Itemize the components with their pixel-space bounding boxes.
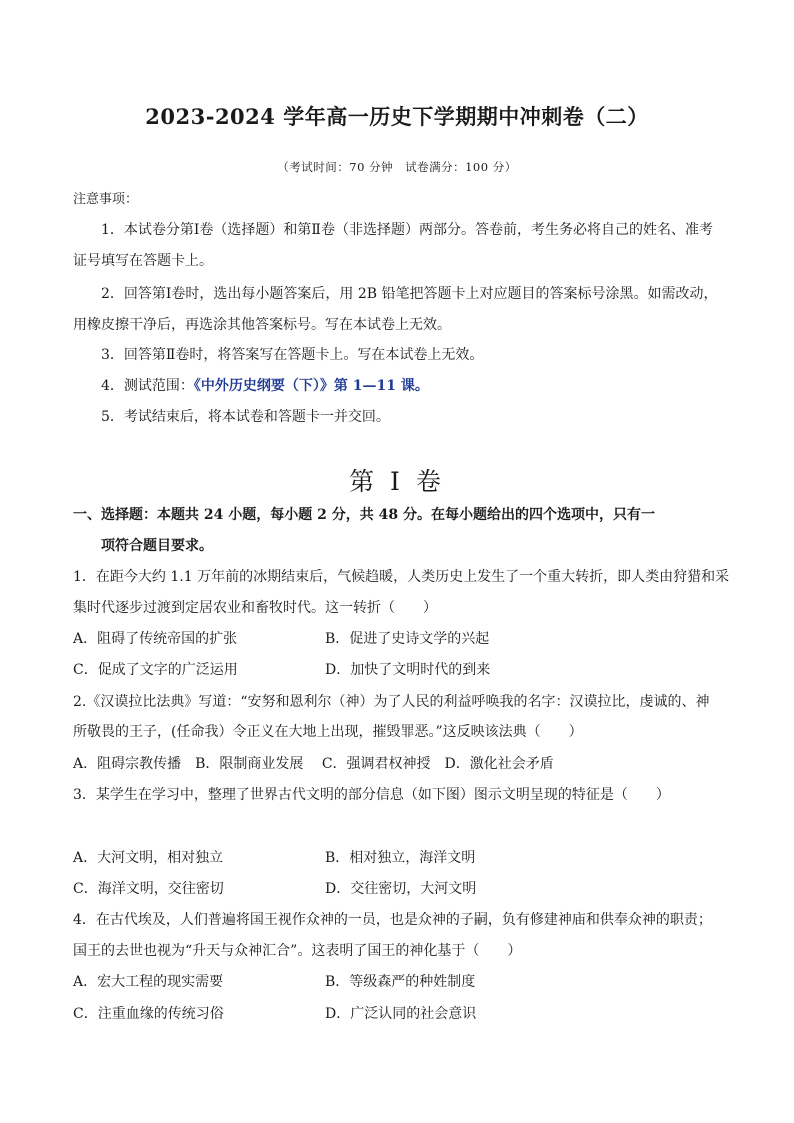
question-1-stem-cont: 集时代逐步过渡到定居农业和畜牧时代。这一转折（ ） [73, 600, 437, 616]
note-item-1-cont: 证号填写在答题卡上。 [73, 253, 213, 269]
question-4-option-d: D．广泛认同的社会意识 [325, 1006, 477, 1022]
question-3-option-d: D．交往密切，大河文明 [325, 881, 477, 897]
question-2-options: A．阻碍宗教传播 B．限制商业发展 C．强调君权神授 D．激化社会矛盾 [73, 756, 554, 772]
question-4-stem-cont: 国王的去世也视为“升天与众神汇合”。这表明了国王的神化基于（ ） [73, 943, 522, 959]
section-title: 第 I 卷 [349, 467, 445, 496]
test-scope: 《中外历史纲要（下）》第 1—11 课。 [193, 378, 429, 394]
note-item-2-cont: 用橡皮擦干净后，再选涂其他答案标号。写在本试卷上无效。 [73, 317, 451, 333]
exam-info: （考试时间：70 分钟 试卷满分：100 分） [277, 160, 517, 174]
note-item-3: 3．回答第Ⅱ卷时，将答案写在答题卡上。写在本试卷上无效。 [101, 347, 484, 363]
question-2-stem: 2.《汉谟拉比法典》写道：“安努和恩利尔（神）为了人民的利益呼唤我的名字：汉谟拉比，虔诚的、神 [73, 694, 710, 710]
question-3-option-c: C．海洋文明，交往密切 [73, 881, 224, 897]
question-4-stem: 4．在古代埃及，人们普遍将国王视作众神的一员，也是众神的子嗣，负有修建神庙和供奉众神的职责； [73, 912, 712, 928]
question-1-option-a: A．阻碍了传统帝国的扩张 [73, 631, 238, 647]
question-1-option-c: C．促成了文字的广泛运用 [73, 662, 238, 678]
question-3-stem: 3．某学生在学习中，整理了世界古代文明的部分信息（如下图）图示文明呈现的特征是（ ） [73, 787, 670, 803]
section-instructions-cont: 项符合题目要求。 [101, 538, 213, 554]
question-3-option-b: B．相对独立，海洋文明 [325, 850, 476, 866]
note-item-2: 2．回答第Ⅰ卷时，选出每小题答案后，用 2B 铅笔把答题卡上对应题目的答案标号涂黑。如需改动， [101, 286, 718, 302]
question-1-option-b: B．促进了史诗文学的兴起 [325, 631, 490, 647]
question-1-stem: 1．在距今大约 1.1 万年前的冰期结束后，气候趋暖，人类历史上发生了一个重大转折，即人类由狩猎和采 [73, 569, 730, 585]
note-item-5: 5．考试结束后，将本试卷和答题卡一并交回。 [101, 409, 390, 425]
question-3-option-a: A．大河文明，相对独立 [73, 850, 224, 866]
note-item-4 [101, 376, 429, 396]
question-1-option-d: D．加快了文明时代的到来 [325, 662, 491, 678]
section-instructions: 一、选择题：本题共 24 小题，每小题 2 分，共 48 分。在每小题给出的四个选项中，只有一 [73, 507, 655, 523]
notes-heading: 注意事项： [73, 192, 139, 207]
note-item-4-label: 4．测试范围： [101, 378, 194, 394]
question-2-stem-cont: 所敬畏的王子，(任命我）令正义在大地上出现，摧毁罪恶。”这反映该法典（ ） [73, 724, 583, 740]
note-item-1: 1．本试卷分第Ⅰ卷（选择题）和第Ⅱ卷（非选择题）两部分。答卷前，考生务必将自己的姓名、准考 [101, 222, 713, 238]
question-4-option-b: B．等级森严的种姓制度 [325, 974, 476, 990]
question-4-option-a: A．宏大工程的现实需要 [73, 974, 224, 990]
question-4-option-c: C．注重血缘的传统习俗 [73, 1006, 224, 1022]
page-title: 2023-2024 学年高一历史下学期期中冲刺卷（二） [145, 104, 649, 129]
